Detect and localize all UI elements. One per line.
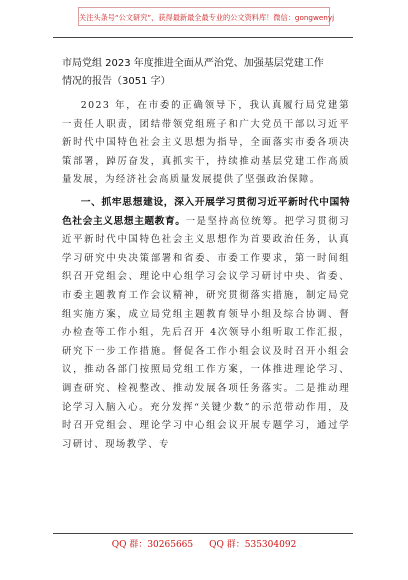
section-heading: 一、抓牢思想建设，深入开展学习贯彻习近平新时代中国特色社会主义思想主题教育。 — [62, 196, 350, 227]
promo-banner[interactable]: 关注头条号“公文研究”，获得最新最全最专业的公文资料库！微信：gongwenyj — [78, 7, 330, 26]
footer-divider — [53, 533, 353, 534]
intro-paragraph: 2023 年，在市委的正确领导下，我认真履行局党建第一责任人职责，团结带领党组班子和广大党员干部以习近平新时代中国特色社会主义思想为指导，全面落实市委各项决策部署，踔厉奋发，真抓实干，持续推动基层党建工作高质量发展，为经济社会高质量发展提供了坚强政治保障。 — [62, 100, 350, 186]
page-footer — [0, 538, 408, 552]
document-title: 市局党组 2023 年度推进全面从严治党、加强基层党建工作 情况的报告（3051 字） — [62, 58, 324, 87]
header-divider — [53, 37, 353, 38]
section-body-text: 一是坚持高位统筹。把学习贯彻习近平新时代中国特色社会主义思想作为首要政治任务，认真学习研究中央决策部署和省委、市委工作要求，第一时间组织召开党组会、理论中心组学习会议学习研讨中央、省委、市委主题教育工作会议精神，研究贯彻落实措施，制定局党组实施方案，成立局党组主题教育领导小组及综合协调、督办检查等工作小组，先后召开 4次领导小组听取工作汇报，研究下一步工作措施。督促各工作小组会议及时召开小组会议，推动各部门按照局党组工作方案，一体推进理论学习、调查研究、检视整改、推动发展各项任务落实。二是推动理论学习入脑入心。充分发挥“关键少数”的示范带动作用，及时召开党组会、理论学习中心组会议开展专题学习，通过学习研讨、现场教学、专 — [62, 215, 350, 450]
section-paragraph — [62, 194, 350, 454]
qq-group-1[interactable]: QQ 群：30265665 — [111, 540, 194, 550]
document-body — [62, 97, 350, 454]
qq-group-2[interactable]: QQ 群：535304092 — [209, 540, 297, 550]
